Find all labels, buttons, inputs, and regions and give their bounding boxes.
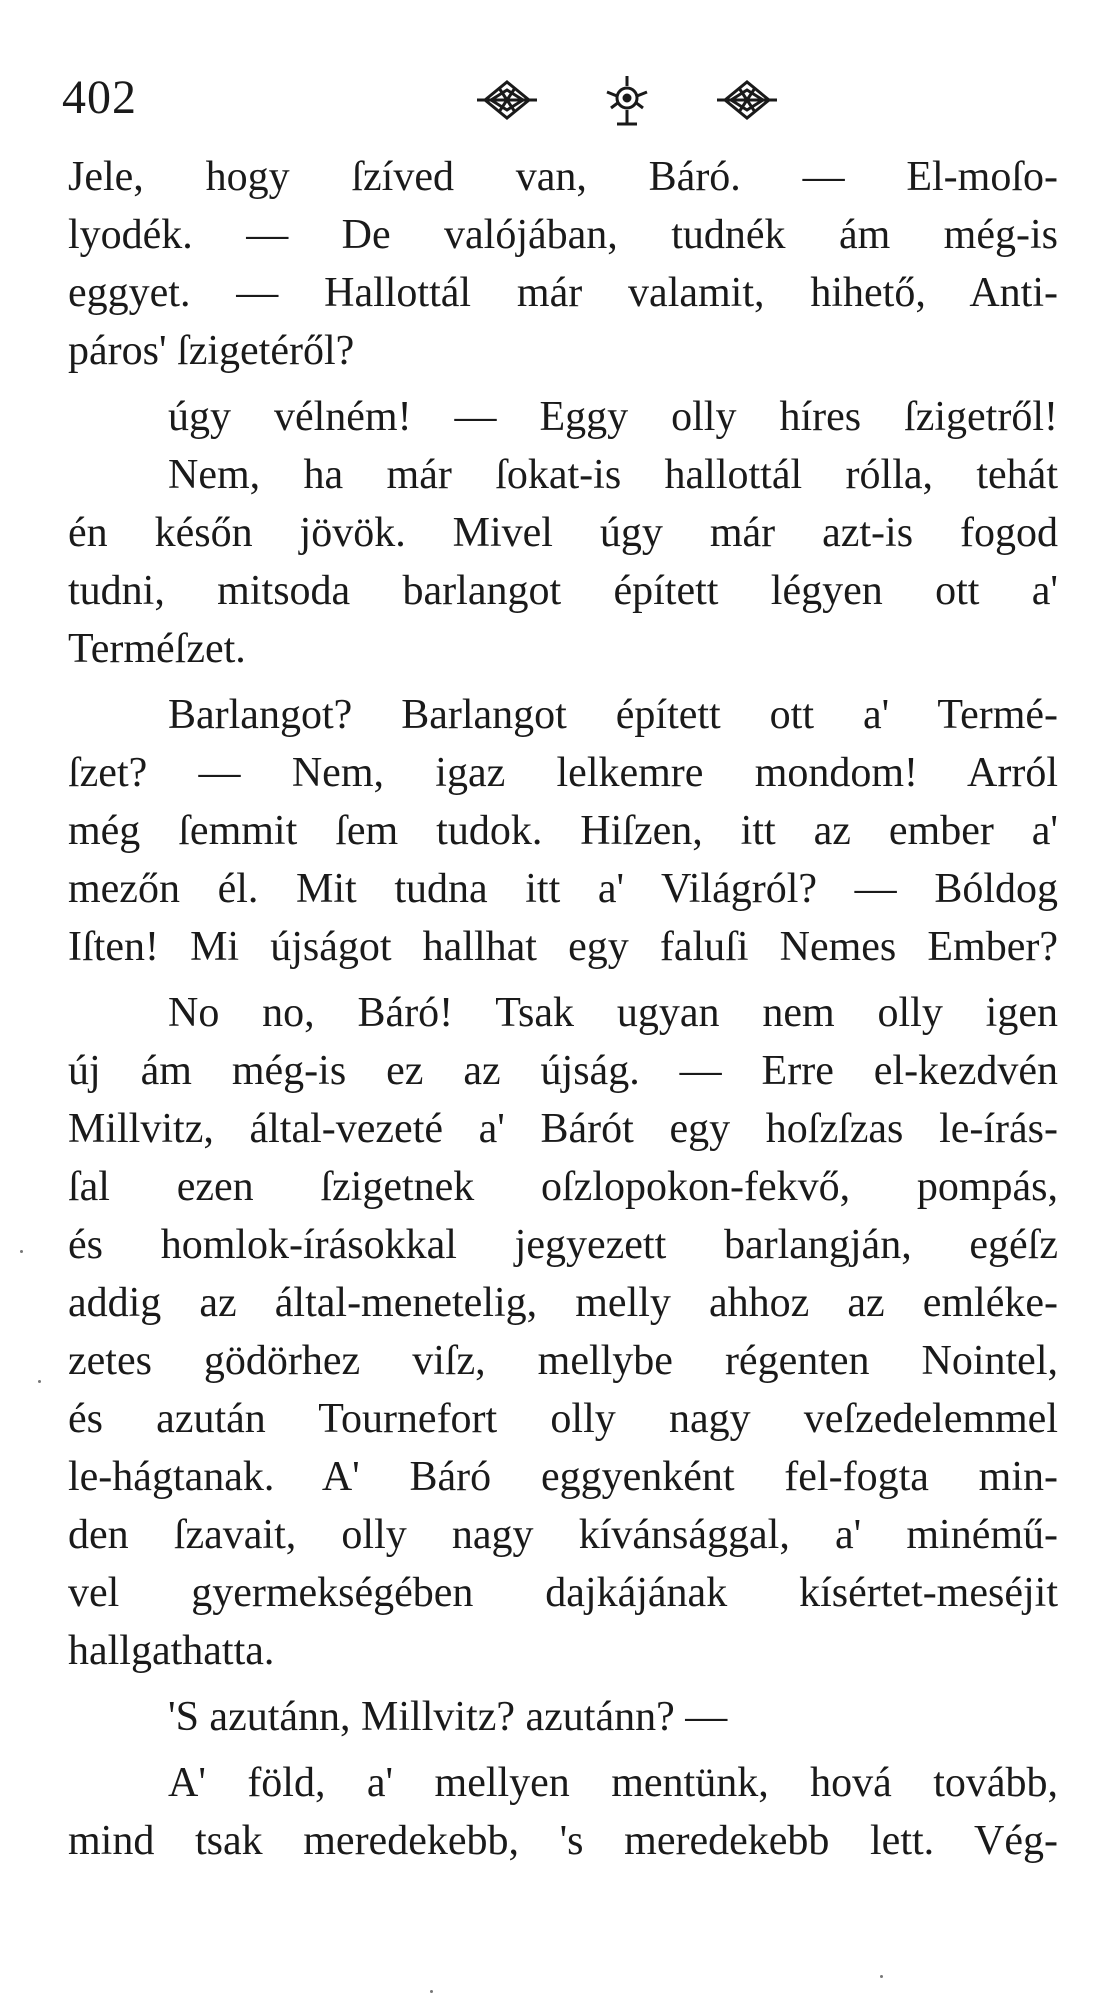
text-line: A' föld, a' mellyen mentünk, hová tovább, bbox=[168, 1760, 1058, 1806]
text-line: hallgathatta. bbox=[68, 1628, 275, 1674]
text-line: Barlangot? Barlangot épített ott a' Termé- bbox=[168, 692, 1058, 738]
text-line: den ſzavait, olly nagy kívánsággal, a' minémű- bbox=[68, 1512, 1058, 1558]
text-line: én későn jövök. Mivel úgy már azt-is fogod bbox=[68, 510, 1058, 556]
text-line: új ám még-is ez az újság. — Erre el-kezdvén bbox=[68, 1048, 1058, 1094]
text-line: Nem, ha már ſokat-is hallottál rólla, tehát bbox=[168, 452, 1058, 498]
text-line: tudni, mitsoda barlangot épített légyen ott a' bbox=[68, 568, 1058, 614]
text-line: és azután Tournefort olly nagy veſzedelemmel bbox=[68, 1396, 1058, 1442]
text-line: Terméſzet. bbox=[68, 626, 246, 672]
page-number: 402 bbox=[62, 71, 137, 124]
text-line: le-hágtanak. A' Báró eggyenként fel-fogta min- bbox=[68, 1454, 1058, 1500]
text-line: 'S azutánn, Millvitz? azutánn? — bbox=[168, 1694, 728, 1740]
paper-speck bbox=[20, 1250, 23, 1253]
text-line: még ſemmit ſem tudok. Hiſzen, itt az ember a' bbox=[68, 808, 1058, 854]
text-line: Millvitz, által-vezeté a' Bárót egy hoſzſzas le-írás- bbox=[68, 1106, 1058, 1152]
paper-speck bbox=[880, 1975, 883, 1978]
text-line: Jele, hogy ſzíved van, Báró. — El-moſo- bbox=[68, 154, 1058, 200]
text-line: úgy vélném! — Eggy olly híres ſzigetről! bbox=[168, 394, 1058, 440]
text-line: mind tsak meredekebb, 's meredekebb lett. Vég- bbox=[68, 1818, 1058, 1864]
text-line: zetes gödörhez viſz, mellybe régenten Nointel, bbox=[68, 1338, 1058, 1384]
text-line: Iſten! Mi újságot hallhat egy faluſi Nemes Ember? bbox=[68, 924, 1058, 970]
paper-speck bbox=[430, 1990, 433, 1993]
text-line: addig az által-menetelig, melly ahhoz az emléke- bbox=[68, 1280, 1058, 1326]
decorative-header-ornament-icon bbox=[477, 70, 777, 130]
text-line: ſal ezen ſzigetnek oſzlopokon-fekvő, pompás, bbox=[68, 1164, 1058, 1210]
paper-speck bbox=[38, 1380, 41, 1383]
text-line: eggyet. — Hallottál már valamit, hihető, Anti- bbox=[68, 270, 1058, 316]
text-line: és homlok-írásokkal jegyezett barlangján, egéſz bbox=[68, 1222, 1058, 1268]
text-line: lyodék. — De valójában, tudnék ám még-is bbox=[68, 212, 1058, 258]
text-line: vel gyermekségében dajkájának kísértet-meséjit bbox=[68, 1570, 1058, 1616]
text-line: páros' ſzigetéről? bbox=[68, 328, 355, 374]
text-line: No no, Báró! Tsak ugyan nem olly igen bbox=[168, 990, 1058, 1036]
text-line: ſzet? — Nem, igaz lelkemre mondom! Arról bbox=[68, 750, 1058, 796]
text-line: mezőn él. Mit tudna itt a' Világról? — Bóldog bbox=[68, 866, 1058, 912]
page-header bbox=[62, 70, 1052, 130]
